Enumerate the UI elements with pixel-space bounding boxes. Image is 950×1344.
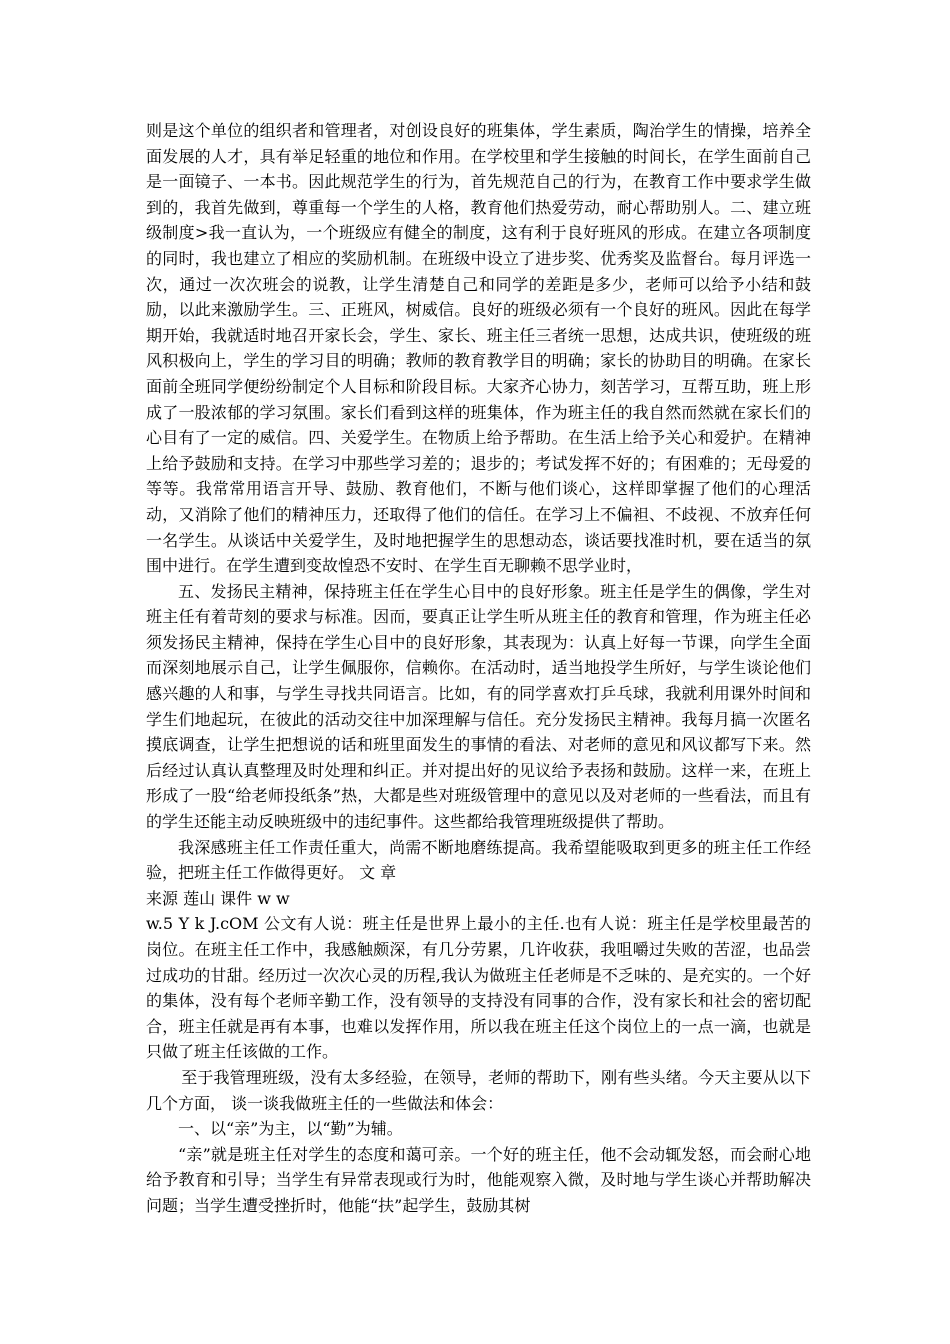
paragraph-intro: w.5 Y k J.cOM 公文有人说：班主任是世界上最小的主任.也有人说：班主任是学校里最苦的岗位。在班主任工作中，我感触颇深，有几分劳累，几许收获，我咀嚼过失败的苦涩，也品尝过成功的甘甜。经历过一次次心灵的历程,我认为做班主任老师是不乏味的、是充实的。一个好的集体，没有每个老师辛勤工作，没有领导的支持没有同事的合作，没有家长和社会的密切配合，班主任就是再有本事，也难以发挥作用，所以我在班主任这个岗位上的一点一滴，也就是只做了班主任该做的工作。 [146,914,811,1062]
paragraph-experience: 至于我管理班级，没有太多经验，在领导，老师的帮助下，刚有些头绪。今天主要从以下几个方面， 谈一谈我做班主任的一些做法和体会： [146,1067,811,1113]
paragraph-democracy: 五、发扬民主精神，保持班主任在学生心目中的良好形象。班主任是学生的偶像，学生对班主任有着苛刻的要求与标准。因而，要真正让学生听从班主任的教育和管理，作为班主任必须发扬民主精神，保持在学生心目中的良好形象，其表现为：认真上好每一节课，向学生全面而深刻地展示自己，让学生佩服你，信赖你。在活动时，适当地投学生所好，与学生谈论他们感兴趣的人和事，与学生寻找共同语言。比如，有的同学喜欢打乒乓球，我就利用课外时间和学生们地起玩，在彼此的活动交往中加深理解与信任。充分发扬民主精神。我每月搞一次匿名摸底调查，让学生把想说的话和班里面发生的事情的看法、对老师的意见和风议都写下来。然后经过认真认真整理及时处理和纠正。并对提出好的见议给予表扬和鼓励。这样一来，在班上形成了一股“给老师投纸条”热，大都是些对班级管理中的意见以及对老师的一些看法，而且有的学生还能主动反映班级中的违纪事件。这些都给我管理班级提供了帮助。 [146,581,811,832]
document-page [146,118,811,1219]
section-heading-qin-qin: 一、以“亲”为主，以“勤”为辅。 [178,1119,403,1139]
paragraph-source-line: 来源 莲山 课件 w w [146,888,290,908]
paragraph-class-management-1: 则是这个单位的组织者和管理者，对创设良好的班集体，学生素质，陶治学生的情操，培养全面发展的人才，具有举足轻重的地位和作用。在学校里和学生接触的时间长，在学生面前自己是一面镜子、一本书。因此规范学生的行为，首先规范自己的行为，在教育工作中要求学生做到的，我首先做到，尊重每一个学生的人格，教育他们热爱劳动，耐心帮助别人。二、建立班级制度>我一直认为，一个班级应有健全的制度，这有利于良好班风的形成。在建立各项制度的同时，我也建立了相应的奖励机制。在班级中设立了进步奖、优秀奖及监督台。每月评选一次，通过一次次班会的说教，让学生清楚自己和同学的差距是多少，老师可以给予小结和鼓励，以此来激励学生。三、正班风，树威信。良好的班级必须有一个良好的班风。因此在每学期开始，我就适时地召开家长会，学生、家长、班主任三者统一思想，达成共识，使班级的班风积极向上，学生的学习目的明确；教师的教育教学目的明确；家长的协助目的明确。在家长面前全班同学便纷纷制定个人目标和阶段目标。大家齐心协力，刻苦学习，互帮互助，班上形成了一股浓郁的学习氛围。家长们看到这样的班集体，作为班主任的我自然而然就在家长们的心目有了一定的威信。四、关爱学生。在物质上给予帮助。在生活上给予关心和爱护。在精神上给予鼓励和支持。在学习中那些学习差的；退步的；考试发挥不好的；有困难的；无母爱的等等。我常常用语言开导、鼓励、教育他们，不断与他们谈心，这样即掌握了他们的心理活动，又消除了他们的精神压力，还取得了他们的信任。在学习上不偏袒、不歧视、不放弃任何一名学生。从谈话中关爱学生，及时地把握学生的思想动态，谈话要找准时机，要在适当的氛围中进行。在学生遭到变故惶恐不安时、在学生百无聊赖不思学业时， [146,121,811,576]
paragraph-qin-explanation: “亲”就是班主任对学生的态度和蔼可亲。一个好的班主任，他不会动辄发怒，而会耐心地给予教育和引导；当学生有异常表现或行为时，他能观察入微，及时地与学生谈心并帮助解决问题；当学生遭受挫折时，他能“扶”起学生，鼓励其树 [146,1144,811,1215]
paragraph-conclusion: 我深感班主任工作责任重大，尚需不断地磨练提高。我希望能吸取到更多的班主任工作经验，把班主任工作做得更好。 文 章 [146,837,811,883]
